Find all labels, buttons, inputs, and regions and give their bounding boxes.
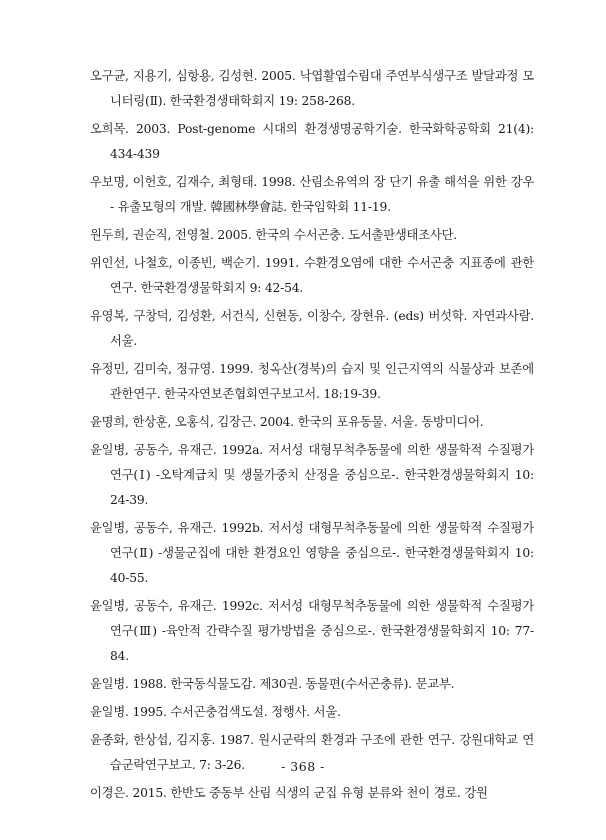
reference-entry: 윤일병, 공동수, 유재근. 1992b. 저서성 대형무척추동물에 의한 생물학적 수질평가 연구(Ⅱ) -생물군집에 대한 환경요인 영향을 중심으로-. 한국환경생물학회지 10: 40-55. [90, 521, 534, 585]
reference-entry: 윤일병. 1988. 한국동식물도감. 제30권. 동물편(수서곤충류). 문교부. [90, 677, 455, 691]
reference-entry: 윤일병. 1995. 수서곤충검색도설. 정행사. 서울. [90, 705, 341, 719]
reference-entry: 윤일병, 공동수, 유재근. 1992a. 저서성 대형무척추동물에 의한 생물학적 수질평가 연구(Ⅰ) -오탁계급치 및 생물가중치 산정을 중심으로-. 한국환경생물학회지 10: 24-39. [90, 443, 534, 507]
reference-entry: 유영복, 구창덕, 김성환, 서건식, 신현동, 이창수, 장현유. (eds) 버섯학. 자연과사람. 서울. [90, 309, 534, 348]
reference-entry: 우보명, 이헌호, 김재수, 최형태. 1998. 산림소유역의 장 단기 유출 해석을 위한 강우 - 유출모형의 개발. 韓國林學會誌. 한국임학회 11-19. [90, 175, 534, 214]
page-number: - 368 - [281, 759, 325, 774]
reference-entry: 윤종화, 한상섭, 김지홍. 1987. 원시군락의 환경과 구조에 관한 연구. 강원대학교 연습군락연구보고. 7: 3-26. [90, 733, 534, 772]
reference-entry: 위인선, 나철호, 이종빈, 백순기. 1991. 수환경오염에 대한 수서곤충 지표종에 관한 연구. 한국환경생물학회지 9: 42-54. [90, 256, 534, 295]
reference-entry: 오구균, 지용기, 심항용, 김성현. 2005. 낙엽활엽수림대 주연부식생구조 발달과정 모니터링(Ⅱ). 한국환경생태학회지 19: 258-268. [90, 69, 534, 108]
reference-entry: 유정민, 김미숙, 정규영. 1999. 청옥산(경북)의 습지 및 인근지역의 식물상과 보존에 관한연구. 한국자연보존협회연구보고서. 18:19-39. [90, 362, 534, 401]
reference-entry: 윤일병, 공동수, 유재근. 1992c. 저서성 대형무척추동물에 의한 생물학적 수질평가 연구(Ⅲ) -육안적 간략수질 평가방법을 중심으로-. 한국환경생물학회지 10: 77-84. [90, 599, 534, 663]
reference-entry: 오희목. 2003. Post-genome 시대의 환경생명공학기술. 한국화학공학회 21(4): 434-439 [90, 122, 534, 161]
reference-entry: 윤명희, 한상훈, 오홍식, 김장근. 2004. 한국의 포유동물. 서울. 동방미디어. [90, 415, 484, 429]
reference-entry: 이경은. 2015. 한반도 중동부 산림 식생의 군집 유형 분류와 천이 경로. 강원 [90, 786, 488, 800]
reference-list [90, 64, 534, 809]
reference-entry: 원두희, 권순직, 전영철. 2005. 한국의 수서곤충. 도서출판생태조사단. [90, 228, 457, 242]
